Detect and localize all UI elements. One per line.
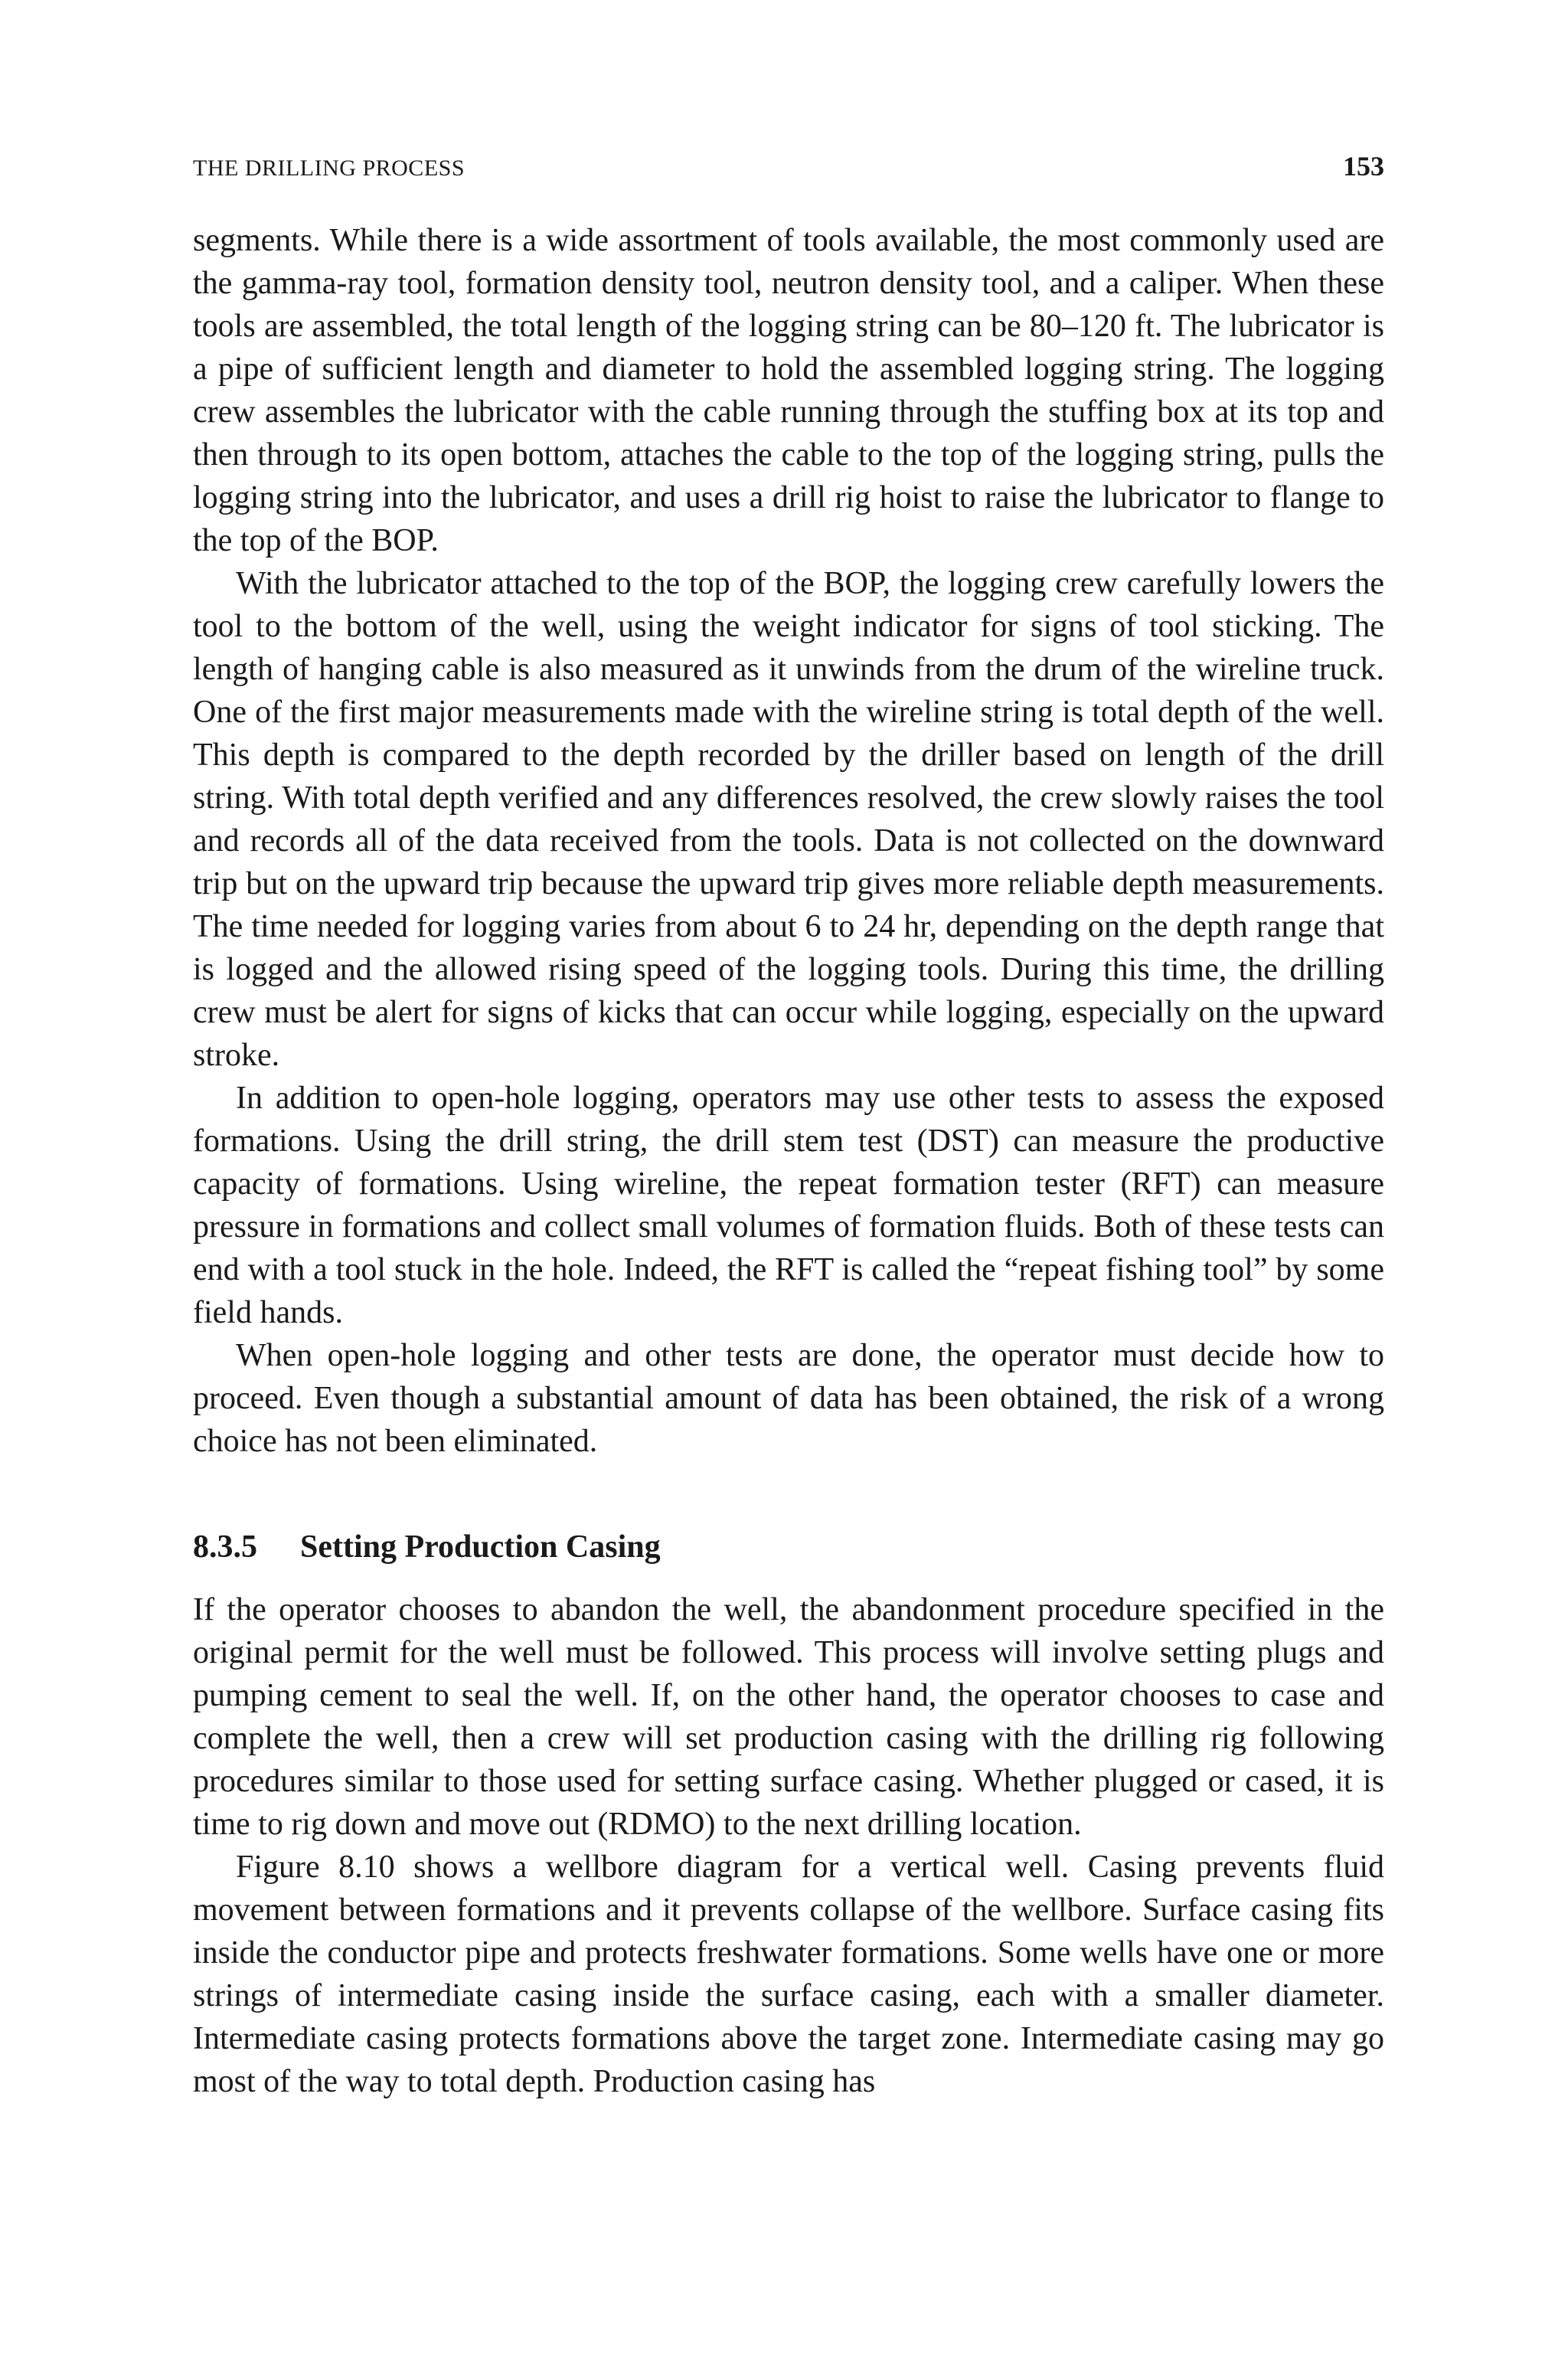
- paragraph-other-tests: In addition to open-hole logging, operators may use other tests to assess the exposed formations. Using the drill string, the drill stem test (DST) can measure the productive capacity of formations. Using wireline, the repeat formation tester (RFT) can measure pressure in formations and collect small volumes of formation fluids. Both of these tests can end with a tool stuck in the hole. Indeed, the RFT is called the “repeat fishing tool” by some field hands.: [193, 1081, 1384, 1330]
- page-number: 153: [1343, 151, 1384, 182]
- paragraph-continued: segments. While there is a wide assortment of tools available, the most commonly used are the gamma-ray tool, formation density tool, neutron density tool, and a caliper. When these tools are assembled, the total length of the logging string can be 80–120 ft. The lubricator is a pipe of sufficient length and diameter to hold the assembled logging string. The logging crew assembles the lubricator with the cable running through the stuffing box at its top and then through to its open bottom, attaches the cable to the top of the logging string, pulls the logging string into the lubricator, and uses a drill rig hoist to raise the lubricator to flange to the top of the BOP.: [193, 223, 1384, 558]
- section-heading: [193, 1526, 1384, 1568]
- paragraph-decision: When open-hole logging and other tests are done, the operator must decide how to proceed. Even though a substantial amount of data has been obtained, the risk of a wrong choice has not been eliminated.: [193, 1338, 1384, 1459]
- section-title: Setting Production Casing: [300, 1529, 661, 1565]
- paragraph-logging-procedure: With the lubricator attached to the top of the BOP, the logging crew carefully lowers the tool to the bottom of the well, using the weight indicator for signs of tool sticking. The length of hanging cable is also measured as it unwinds from the drum of the wireline truck. One of the first major measurements made with the wireline string is total depth of the well. This depth is compared to the depth recorded by the driller based on length of the drill string. With total depth verified and any differences resolved, the crew slowly raises the tool and records all of the data received from the tools. Data is not collected on the downward trip but on the upward trip because the upward trip gives more reliable depth measurements. The time needed for logging varies from about 6 to 24 hr, depending on the depth range that is logged and the allowed rising speed of the logging tools. During this time, the drilling crew must be alert for signs of kicks that can occur while logging, especially on the upward stroke.: [193, 566, 1384, 1073]
- book-page: [193, 150, 1384, 2103]
- running-header: [193, 150, 1384, 187]
- running-header-title: THE DRILLING PROCESS: [193, 155, 466, 181]
- section-number: 8.3.5: [193, 1529, 257, 1565]
- paragraph-abandon-or-case: If the operator chooses to abandon the well, the abandonment procedure specified in the original permit for the well must be followed. This process will involve setting plugs and pumping cement to seal the well. If, on the other hand, the operator chooses to case and complete the well, then a crew will set production casing with the drilling rig following procedures similar to those used for setting surface casing. Whether plugged or cased, it is time to rig down and move out (RDMO) to the next drilling location.: [193, 1592, 1384, 1842]
- paragraph-wellbore-diagram: Figure 8.10 shows a wellbore diagram for a vertical well. Casing prevents fluid movement between formations and it prevents collapse of the wellbore. Surface casing fits inside the conductor pipe and protects freshwater formations. Some wells have one or more strings of intermediate casing inside the surface casing, each with a smaller diameter. Intermediate casing protects formations above the target zone. Intermediate casing may go most of the way to total depth. Production casing has: [193, 1850, 1384, 2099]
